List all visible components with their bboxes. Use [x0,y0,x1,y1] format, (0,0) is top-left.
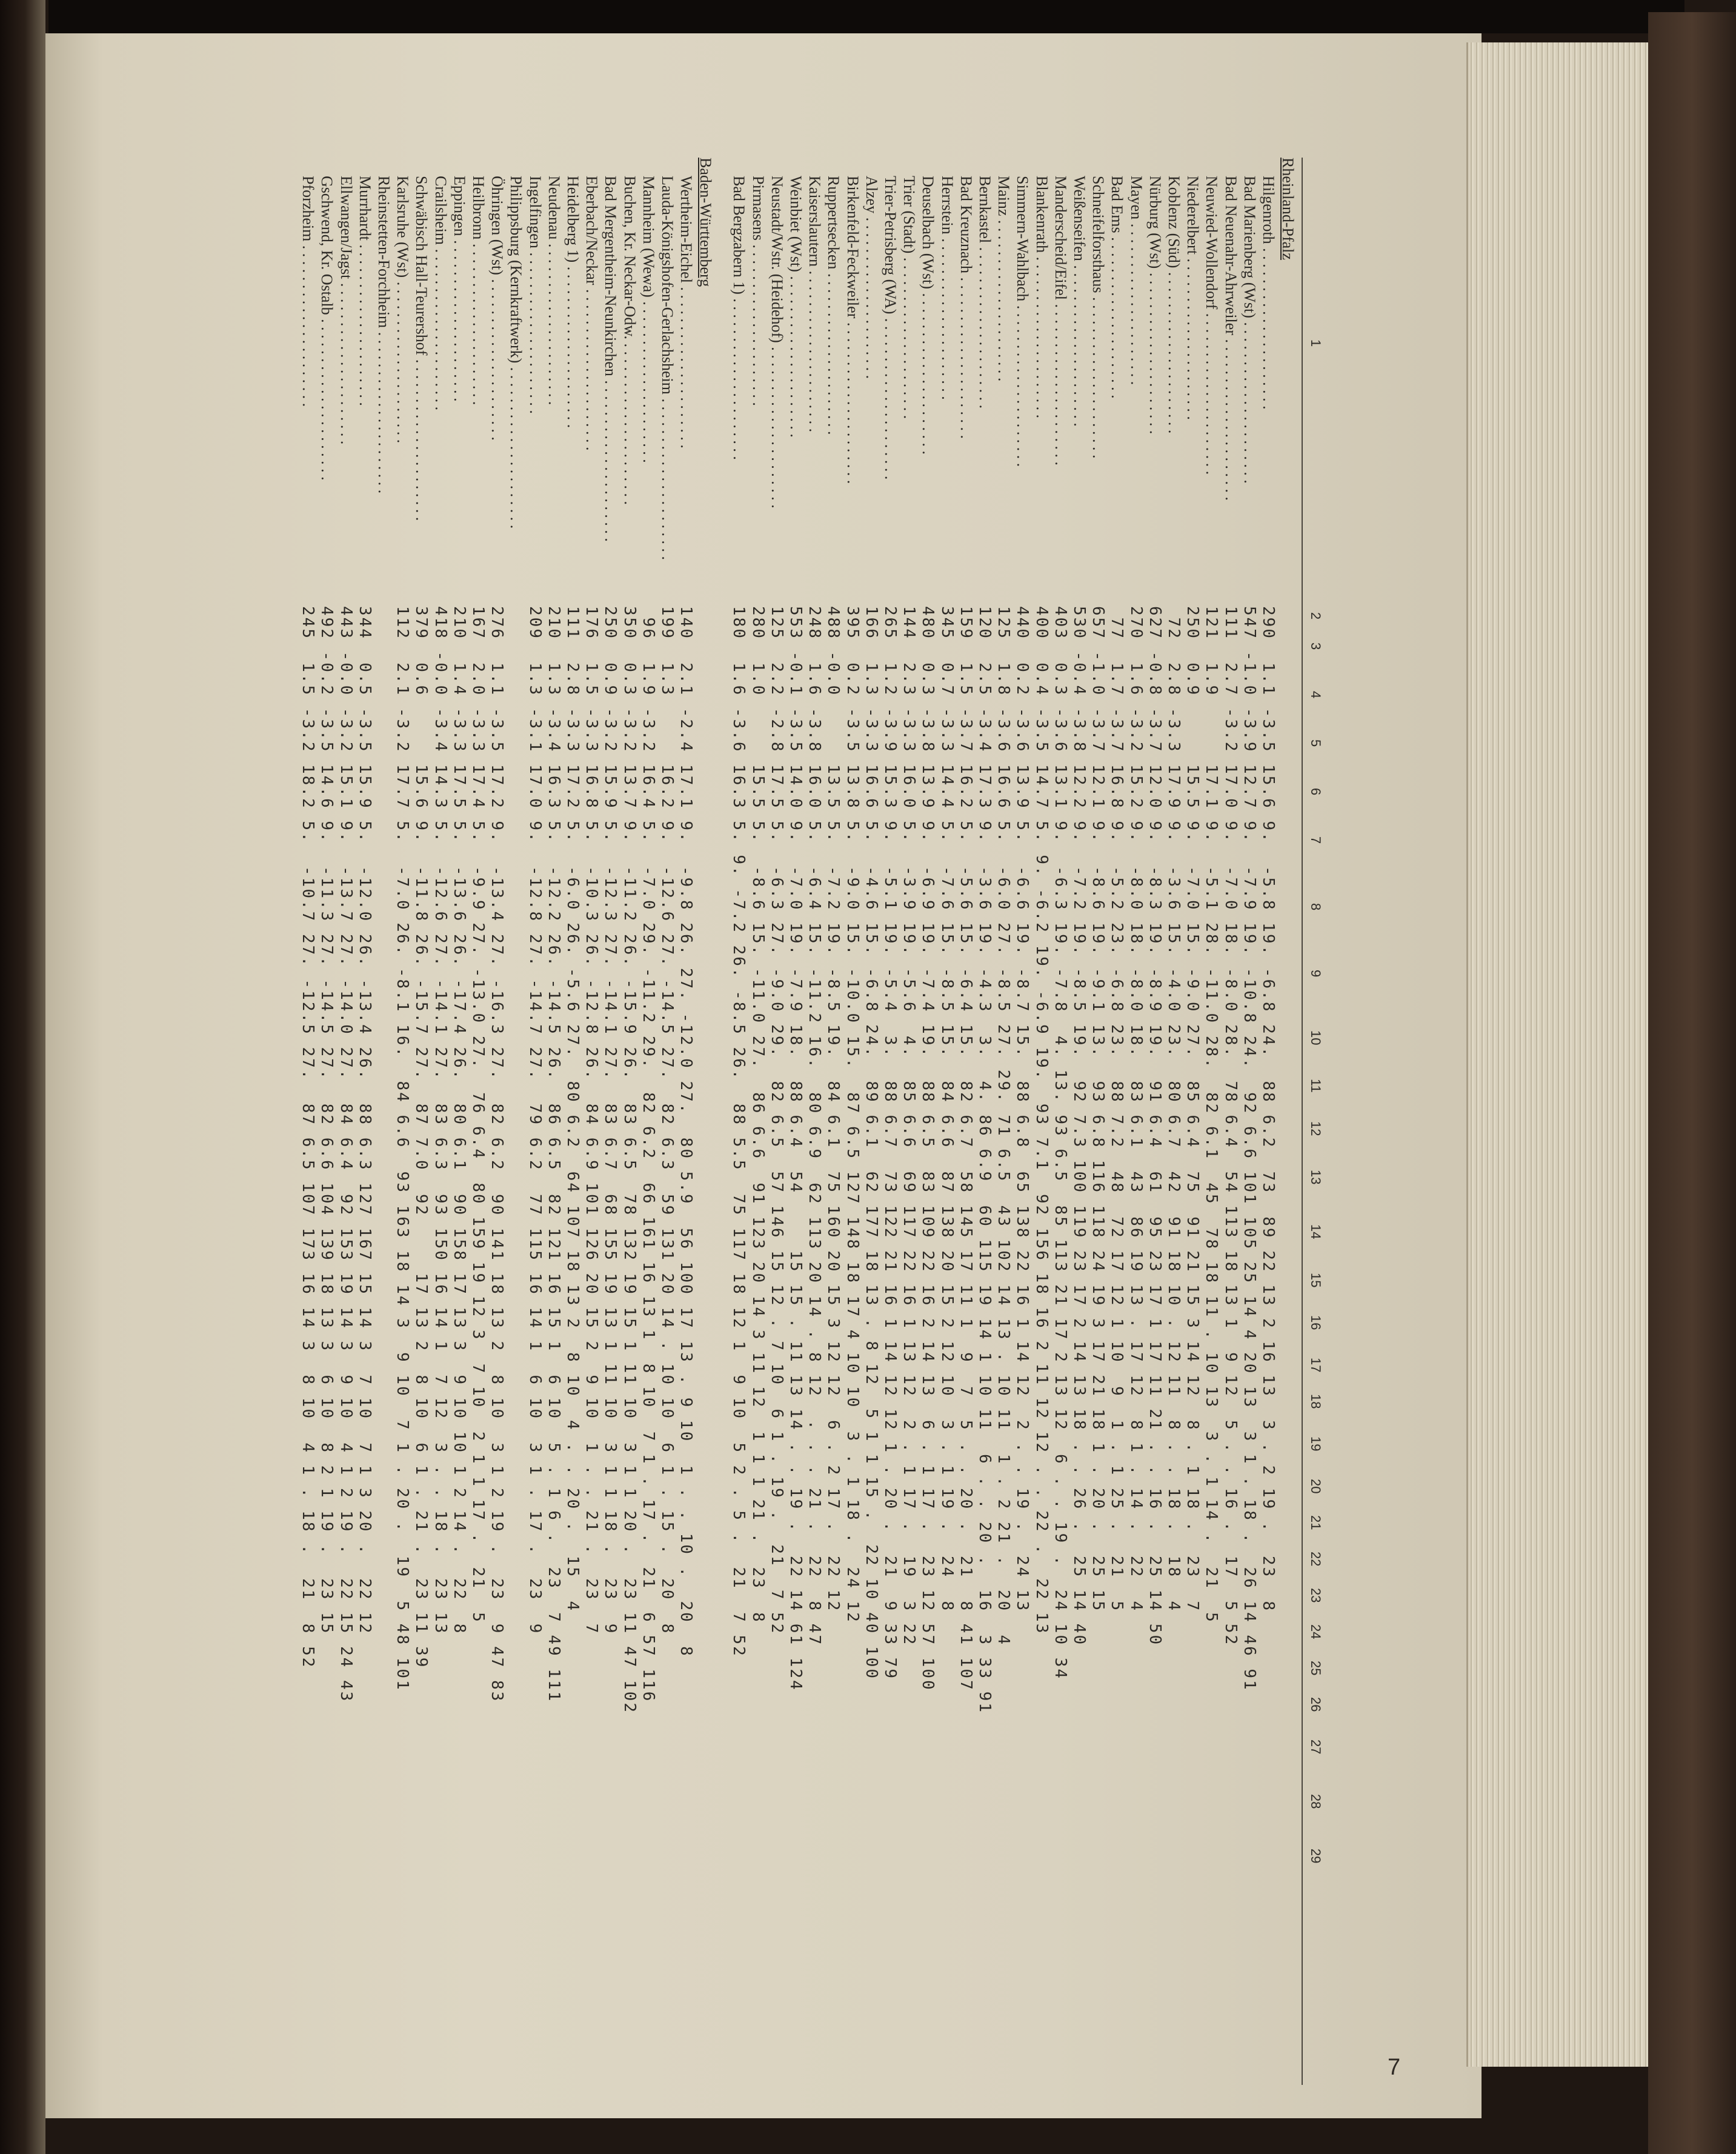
station-values: 144 2.3 -3.3 16.0 5. -3.9 19. -5.6 4. 85 6.6 69 117 22 16 1 13 12 2 . 1 17 . 19 3 22 [900,606,919,1647]
station-name: Pirmasens . . . . . . . . . . . . . . . . . . . . . [749,176,767,406]
station-name: Karlsruhe (Wst) . . . . . . . . . . . . . . . . . . . . . [394,176,412,444]
rotated-data-table [42,158,1327,2085]
column-header: 21 [1308,1515,1323,1530]
page-number: 7 [1388,2055,1401,2080]
table-row [730,158,748,2085]
column-header: 10 [1308,1030,1323,1045]
column-header: 16 [1308,1315,1323,1330]
station-values: 547 -1.0 -3.9 12.7 9. -7.9 19. -10.8 24. 92 6.6 101 105 25 14 4 20 13 3 1 . 18 . 26 14 46 91 [1240,606,1259,1692]
table-row [1202,158,1220,2085]
table-row [1240,158,1259,2085]
station-values: 395 0.2 -3.5 13.8 5. -9.0 15. -10.0 15. 87 6.5 127 148 18 17 4 10 10 3 . 1 18 . 24 12 [843,606,862,1624]
table-row [1183,158,1202,2085]
station-values: 480 0.3 -3.8 13.9 9. -6.9 19. -7.4 19. 88 6.5 83 109 22 16 2 14 13 6 . 1 17 . 23 12 57 100 [919,606,937,1692]
table-row [1013,158,1031,2085]
column-header-row [1302,158,1327,2085]
station-values: 111 2.8 -3.3 17.2 5. -6.0 26. -5.6 27. 80 6.2 64 107 18 13 2 8 10 4 . . 20 . 15 4 [564,606,582,1613]
station-values: 627 -0.8 -3.7 12.0 9. -8.3 19. -8.9 19. 91 6.4 61 95 23 17 1 17 11 21 . . 16 . 25 14 50 [1145,606,1164,1647]
station-values: 167 2.0 -3.3 17.4 5. -9.9 27. -13.0 27. 76 6.4 80 159 19 12 3 7 10 2 1 1 17 . 21 5 [469,606,487,1624]
column-header: 18 [1308,1394,1323,1409]
station-name: Schwäbisch Hall-Teurershof . . . . . . . . . . . . . . . . . . . . . [413,176,431,521]
table-row [601,158,619,2085]
column-header: 8 [1308,903,1323,911]
table-row [919,158,937,2085]
column-header: 22 [1308,1552,1323,1567]
station-values: 166 1.3 -3.3 16.6 5. -4.6 15. -6.8 24. 89 6.1 62 177 18 13 . 8 12 5 1 1 15 . 22 10 40 100 [862,606,880,1681]
column-header: 19 [1308,1436,1323,1452]
station-name: Murrhardt . . . . . . . . . . . . . . . . . . . . . [356,176,374,406]
column-header: 23 [1308,1588,1323,1603]
column-header: 12 [1308,1121,1323,1136]
station-name: Heidelberg 1) . . . . . . . . . . . . . . . . . . . . . [564,176,582,428]
column-header: 26 [1308,1697,1323,1712]
station-name: Hilgenroth . . . . . . . . . . . . . . . . . . . . . [1260,176,1277,410]
table-row [881,158,899,2085]
section-title: Baden-Württemberg [697,158,715,287]
table-row [318,158,336,2085]
station-name: Bad Kreuznach . . . . . . . . . . . . . . . . . . . . . [957,176,975,439]
station-values: 248 1.6 -3.8 16.0 5. -6.4 15. -11.2 16. 80 6.9 62 113 20 14 . 8 12 . . . 21 . 22 8 47 [805,606,824,1647]
station-name: Herrstein . . . . . . . . . . . . . . . . . . . . . [938,176,956,400]
column-header: 4 [1308,691,1323,699]
column-header: 28 [1308,1794,1323,1809]
station-name: Trier (Stadt) . . . . . . . . . . . . . . . . . . . . . [900,176,919,419]
station-values: 140 2.1 -2.4 17.1 9. -9.8 26. 27. -12.0 27. 80 5.9 56 100 17 13 . 9 10 1 . . 10 . 20 8 [677,606,696,1658]
station-values: 121 1.9 17.1 9. -5.1 28. -11.0 28. 82 6.1 45 78 18 11 . 10 13 3 . 1 14 . 21 5 [1202,606,1221,1624]
table-row [677,158,695,2085]
column-header: 20 [1308,1479,1323,1494]
column-header: 1 [1308,339,1323,347]
column-header: 27 [1308,1739,1323,1755]
table-row [431,158,450,2085]
table-row [1033,158,1051,2085]
station-values: 209 1.3 -3.1 17.0 9. -12.8 27. -14.7 27. 79 6.2 77 115 16 14 1 6 10 3 1 . 17 . 23 9 [525,606,544,1635]
table-row [582,158,600,2085]
station-name: Crailsheim . . . . . . . . . . . . . . . . . . . . . [431,176,450,411]
column-header: 5 [1308,739,1323,747]
station-values: 250 0.9 15.5 9. -7.0 15. -9.0 27. 85 6.4 75 91 21 15 3 14 12 8 . 1 18 . 23 7 [1183,606,1202,1613]
station-name: Mannheim (Wewa) . . . . . . . . . . . . . . . . . . . . . [639,176,657,463]
table-row [994,158,1013,2085]
station-values: 265 1.2 -3.9 15.3 9. -5.1 19. -5.4 3. 88 6.7 73 122 21 16 1 14 12 12 1 . 20 . 21 9 33 79 [881,606,899,1681]
table-row [337,158,355,2085]
table-row [843,158,862,2085]
station-values: 180 1.6 -3.6 16.3 5. 9. -7.2 26. -8.5 26. 88 5.5 75 117 18 12 1 9 10 5 2 . 5 . 21 7 52 [730,606,748,1658]
column-header: 29 [1308,1849,1323,1864]
table-row [356,158,374,2085]
section-title: Rheinland-Pfalz [1279,158,1297,260]
table-row [1222,158,1240,2085]
column-header: 11 [1308,1079,1323,1093]
station-values: 276 1.1 -3.5 17.2 9. -13.4 27. -16.3 27. 82 6.2 90 141 18 13 2 8 10 3 1 2 19 . 23 9 47 83 [488,606,507,1703]
station-name: Mainz . . . . . . . . . . . . . . . . . . . . . [995,176,1013,382]
column-header: 2 [1308,612,1323,620]
table-row [469,158,487,2085]
station-name: Bernkastel . . . . . . . . . . . . . . . . . . . . . [976,176,994,409]
table-row [805,158,823,2085]
column-header: 13 [1308,1170,1323,1185]
station-values: 488 -0.0 13.5 5. -7.2 19. -8.5 19. 84 6.1 75 160 20 15 3 12 12 6 . 2 17 . 22 12 [824,606,843,1613]
table-row [1146,158,1164,2085]
station-name: Lauda-Königshofen-Gerlachsheim . . . . . . . . . . . . . . . . . . . . . [659,176,676,560]
station-name: Eppingen . . . . . . . . . . . . . . . . . . . . . [450,176,468,402]
station-name: Bad Bergzabern 1) . . . . . . . . . . . . . . . . . . . . . [730,176,748,460]
station-name: Bad Marienberg (Wst) . . . . . . . . . . . . . . . . . . . . . [1240,176,1259,484]
station-name: Neustadt/Wstr. (Heidehof) . . . . . . . . . . . . . . . . . . . . . [768,176,786,508]
station-name: Nürburg (Wst) . . . . . . . . . . . . . . . . . . . . . [1146,176,1164,435]
table-row [900,158,918,2085]
station-values: 443 -0.0 -3.2 15.1 9. -13.7 27. -14.0 27. 84 6.4 92 153 19 14 3 9 10 4 1 2 19 . 22 15 24 43 [336,606,355,1703]
station-name: Öhringen (Wst) . . . . . . . . . . . . . . . . . . . . . [488,176,507,441]
station-name: Buchen, Kr. Neckar-Odw. . . . . . . . . . . . . . . . . . . . . . [620,176,639,505]
station-name: Weißenseifen . . . . . . . . . . . . . . . . . . . . . [1071,176,1088,427]
station-values: 111 2.7 -3.2 17.0 9. -7.0 18. -8.0 28. 78 6.4 54 113 18 13 1 9 12 5 . . 16 . 17 5 52 [1221,606,1240,1647]
station-name: Eberbach/Neckar . . . . . . . . . . . . . . . . . . . . . [583,176,601,451]
table-row [1259,158,1277,2085]
station-name: Ellwangen/Jagst . . . . . . . . . . . . . . . . . . . . . [337,176,355,445]
column-header: 25 [1308,1661,1323,1676]
station-values: 245 1.5 -3.2 18.2 5. -10.7 27. -12.5 27. 87 6.5 107 173 16 14 3 8 10 4 1 . 18 . 21 8 52 [299,606,318,1669]
station-values: 199 1.3 16.2 9. -12.6 27. -14.5 27. 82 6.3 59 131 20 14 . 10 10 6 1 . 15 . 20 8 [658,606,676,1635]
background-top [48,0,1684,33]
station-values: 492 -0.2 -3.5 14.6 9. -11.3 27. -14.5 27. 82 6.6 104 139 18 13 3 6 10 8 2 1 19 . 23 15 [318,606,336,1635]
station-values: 418 -0.0 -3.4 14.3 5. -12.6 27. -14.1 27. 83 6.3 93 150 16 14 1 7 12 3 . . 18 . 23 13 [431,606,450,1635]
table-row [564,158,582,2085]
station-values: 159 1.5 -3.7 16.2 5. -5.6 15. -6.4 15. 82 6.7 58 145 17 11 1 9 7 5 . . 20 . 21 8 41 107 [956,606,975,1692]
station-values: 400 0.4 -3.5 14.7 5. 9. -6.2 19. -6.9 19. 93 7.1 92 156 18 16 2 11 12 12 . . 22 . 22 13 [1032,606,1051,1635]
column-header: 7 [1308,836,1323,844]
table-row [450,158,468,2085]
column-header: 9 [1308,970,1323,978]
table-row [938,158,956,2085]
table-row [1165,158,1183,2085]
table-row [749,158,767,2085]
station-values: 77 1.7 -3.7 16.8 9. -5.2 23. -6.8 23. 88 7.2 48 72 17 12 1 10 9 1 . 1 25 . 21 5 [1108,606,1126,1613]
column-header: 24 [1308,1624,1323,1639]
station-values: 125 2.2 -2.8 17.5 5. -6.3 27. -9.0 29. 82 6.5 57 146 15 12 . 7 10 6 1 . 19 . 21 7 52 [767,606,786,1635]
station-name: Bad Mergentheim-Neunkirchen . . . . . . . . . . . . . . . . . . . . . [602,176,620,542]
station-name: Heilbronn . . . . . . . . . . . . . . . . . . . . . [470,176,487,405]
station-values: 350 0.3 -3.2 13.7 9. -11.2 26. -15.9 26. 83 6.5 78 132 19 15 1 11 10 3 1 1 20 . 23 11 47 102 [620,606,639,1715]
station-values: 379 0.6 15.6 9. -11.8 26. -15.7 27. 87 7.0 92 17 13 2 8 10 6 1 . 21 . 23 11 39 [412,606,431,1669]
column-header: 17 [1308,1358,1323,1373]
station-values: 112 2.1 -3.2 17.7 5. -7.0 26. -8.1 16. 84 6.6 93 163 18 14 3 9 10 7 1 . 20 . 19 5 48 101 [393,606,412,1692]
station-name: Koblenz (Süd) . . . . . . . . . . . . . . . . . . . . . [1165,176,1183,434]
station-values: 270 1.6 -3.2 15.2 9. -8.0 18. -8.0 18. 83 6.1 43 86 19 13 . 17 12 8 1 . 14 . 22 4 [1126,606,1145,1613]
station-values: 553 -0.1 -3.5 14.0 9. -7.0 19. -7.9 18. 88 6.4 54 15 15 . 11 13 14 . . 19 . 22 14 61 124 [787,606,805,1692]
station-name: Simmern-Wahlbach . . . . . . . . . . . . . . . . . . . . . [1014,176,1032,467]
station-name: Rheinstetten-Forchheim . . . . . . . . . . . . . . . . . . . . . [375,176,393,494]
table-row [957,158,975,2085]
station-name: Blankenrath . . . . . . . . . . . . . . . . . . . . . [1033,176,1051,419]
station-values: 72 2.8 -3.3 17.9 9. -3.6 15. -4.0 23. 80 6.7 42 91 18 10 . 12 11 8 . . 18 . 18 4 [1165,606,1183,1613]
table-row [412,158,430,2085]
table-row [976,158,994,2085]
book-cover [1648,12,1736,2154]
station-values: 210 1.4 -3.3 17.5 5. -13.6 26. -17.4 26. 80 6.1 90 158 17 13 3 9 10 10 1 2 14 . 22 8 [450,606,468,1635]
table-row [639,158,657,2085]
table-row [1127,158,1145,2085]
station-name: Manderscheid/Eifel . . . . . . . . . . . . . . . . . . . . . [1051,176,1069,466]
station-name: Birkenfeld-Feckweiler . . . . . . . . . . . . . . . . . . . . . [843,176,862,484]
station-name: Bad Neuenahr-Ahrweiler . . . . . . . . . . . . . . . . . . . . . [1222,176,1240,501]
station-values: 120 2.5 -3.4 17.3 9. -3.6 19. -4.3 3. 4. 86 6.9 60 115 19 14 1 10 11 6 . . 20 . 16 3 33 91 [976,606,994,1715]
station-name: Kaiserslautern . . . . . . . . . . . . . . . . . . . . . [806,176,824,433]
table-row [299,158,317,2085]
table-row [787,158,805,2085]
table-row [1051,158,1069,2085]
station-name: Ingelfingen . . . . . . . . . . . . . . . . . . . . . [526,176,544,414]
station-values: 176 1.5 -3.3 16.8 5. -10.3 26. -12.8 26. 84 6.9 101 126 20 15 2 9 10 1 . . 21 . 23 7 [582,606,601,1635]
table-row [1089,158,1107,2085]
table-row [1108,158,1126,2085]
station-name: Gschwend, Kr. Ostalb . . . . . . . . . . . . . . . . . . . . . [318,176,336,481]
station-name: Weinbiet (Wst) . . . . . . . . . . . . . . . . . . . . . [787,176,805,438]
station-name: Neuwied-Wollendorf . . . . . . . . . . . . . . . . . . . . . [1203,176,1221,475]
table-row [824,158,842,2085]
table-row [1070,158,1088,2085]
station-name: Wertheim-Eichel . . . . . . . . . . . . . . . . . . . . . [677,176,696,448]
station-values: 125 1.8 -3.6 16.6 5. -6.0 27. -8.5 27. 29. 71 6.5 43 102 14 13 . 10 11 1 . 2 21 . 20 4 [994,606,1013,1647]
table-row [488,158,506,2085]
station-name: Neudenau . . . . . . . . . . . . . . . . . . . . . [545,176,563,405]
station-name: Mayen . . . . . . . . . . . . . . . . . . . . . [1127,176,1145,385]
station-values: 96 1.9 -3.2 16.4 5. -7.0 29. -11.2 29. 82 6.2 66 161 16 13 1 8 10 7 1 . 17 . 21 6 57 116 [639,606,657,1703]
table-row [545,158,563,2085]
table-row [658,158,676,2085]
column-header: 15 [1308,1273,1323,1288]
page-edges [1466,42,1650,2067]
station-name: Philippsburg (Kernkraftwerk) . . . . . . . . . . . . . . . . . . . . . [507,176,525,529]
table-row [620,158,639,2085]
station-name: Niederelbert . . . . . . . . . . . . . . . . . . . . . [1184,176,1202,420]
binding-shadow [0,0,45,2154]
column-header: 3 [1308,642,1323,650]
station-values: 657 -1.0 -3.7 12.1 9. -8.6 19. -9.1 13. 93 6.8 116 118 24 19 3 17 21 18 1 . 20 . 25 15 [1089,606,1108,1613]
station-name: Ruppertsecken . . . . . . . . . . . . . . . . . . . . . [825,176,843,435]
column-header: 14 [1308,1224,1323,1239]
station-name: Deuselbach (Wst) . . . . . . . . . . . . . . . . . . . . . [919,176,937,455]
station-values: 403 0.3 -3.6 13.1 9. -6.3 19. -7.8 4. 13. 93 6.5 85 113 21 17 2 13 12 6 . . 19 . 24 10 34 [1051,606,1069,1681]
station-values: 440 0.2 -3.6 13.9 5. -6.6 19. -8.7 15. 88 6.8 65 138 22 16 1 14 12 2 . . 19 . 24 13 [1013,606,1032,1613]
station-values: 530 -0.4 -3.8 12.2 9. -7.2 19. -8.5 19. 92 7.3 100 119 23 17 2 14 13 18 . . 26 . 25 14 40 [1070,606,1088,1647]
table-row [526,158,544,2085]
column-header: 6 [1308,788,1323,796]
table-row [374,158,393,2085]
table-row [862,158,880,2085]
station-values: 290 1.1 -3.5 15.6 9. -5.8 19. -6.8 24. 88 6.2 73 89 22 13 2 16 13 3 . 2 19 . 23 8 [1259,606,1277,1613]
station-values: 345 0.7 -3.3 14.4 5. -7.6 15. -8.5 15. 84 6.6 87 138 20 15 2 12 10 3 . 1 19 . 24 8 [937,606,956,1613]
station-values: 280 1.0 15.5 5. -8.6 15. -11.0 27. 86 6.6 91 123 20 14 3 11 12 1 1 1 21 . 23 8 [748,606,767,1624]
station-name: Bad Ems . . . . . . . . . . . . . . . . . . . . . [1108,176,1126,399]
station-name: Pforzheim . . . . . . . . . . . . . . . . . . . . . [299,176,318,407]
table-row [768,158,786,2085]
station-name: Schneifelforsthaus . . . . . . . . . . . . . . . . . . . . . [1089,176,1108,459]
station-name: Alzey . . . . . . . . . . . . . . . . . . . . . [862,176,880,379]
station-values: 250 0.9 -3.2 15.9 5. -12.3 27. -14.1 27. 83 6.7 68 155 19 13 1 11 10 3 1 1 18 . 23 9 [601,606,620,1635]
table-row [393,158,411,2085]
station-values: 344 0.5 -3.5 15.9 5. -12.0 26. -13.4 26. 88 6.3 127 167 15 14 3 7 10 7 1 3 20 . 22 12 [355,606,374,1635]
station-name: Trier-Petrisberg (WA) . . . . . . . . . . . . . . . . . . . . . [882,176,899,480]
table-row [507,158,525,2085]
station-values: 210 1.3 -3.4 16.3 5. -12.2 26. -14.5 26. 86 6.5 82 121 16 15 1 6 10 5 . 1 6 . 23 7 49 111 [544,606,563,1703]
